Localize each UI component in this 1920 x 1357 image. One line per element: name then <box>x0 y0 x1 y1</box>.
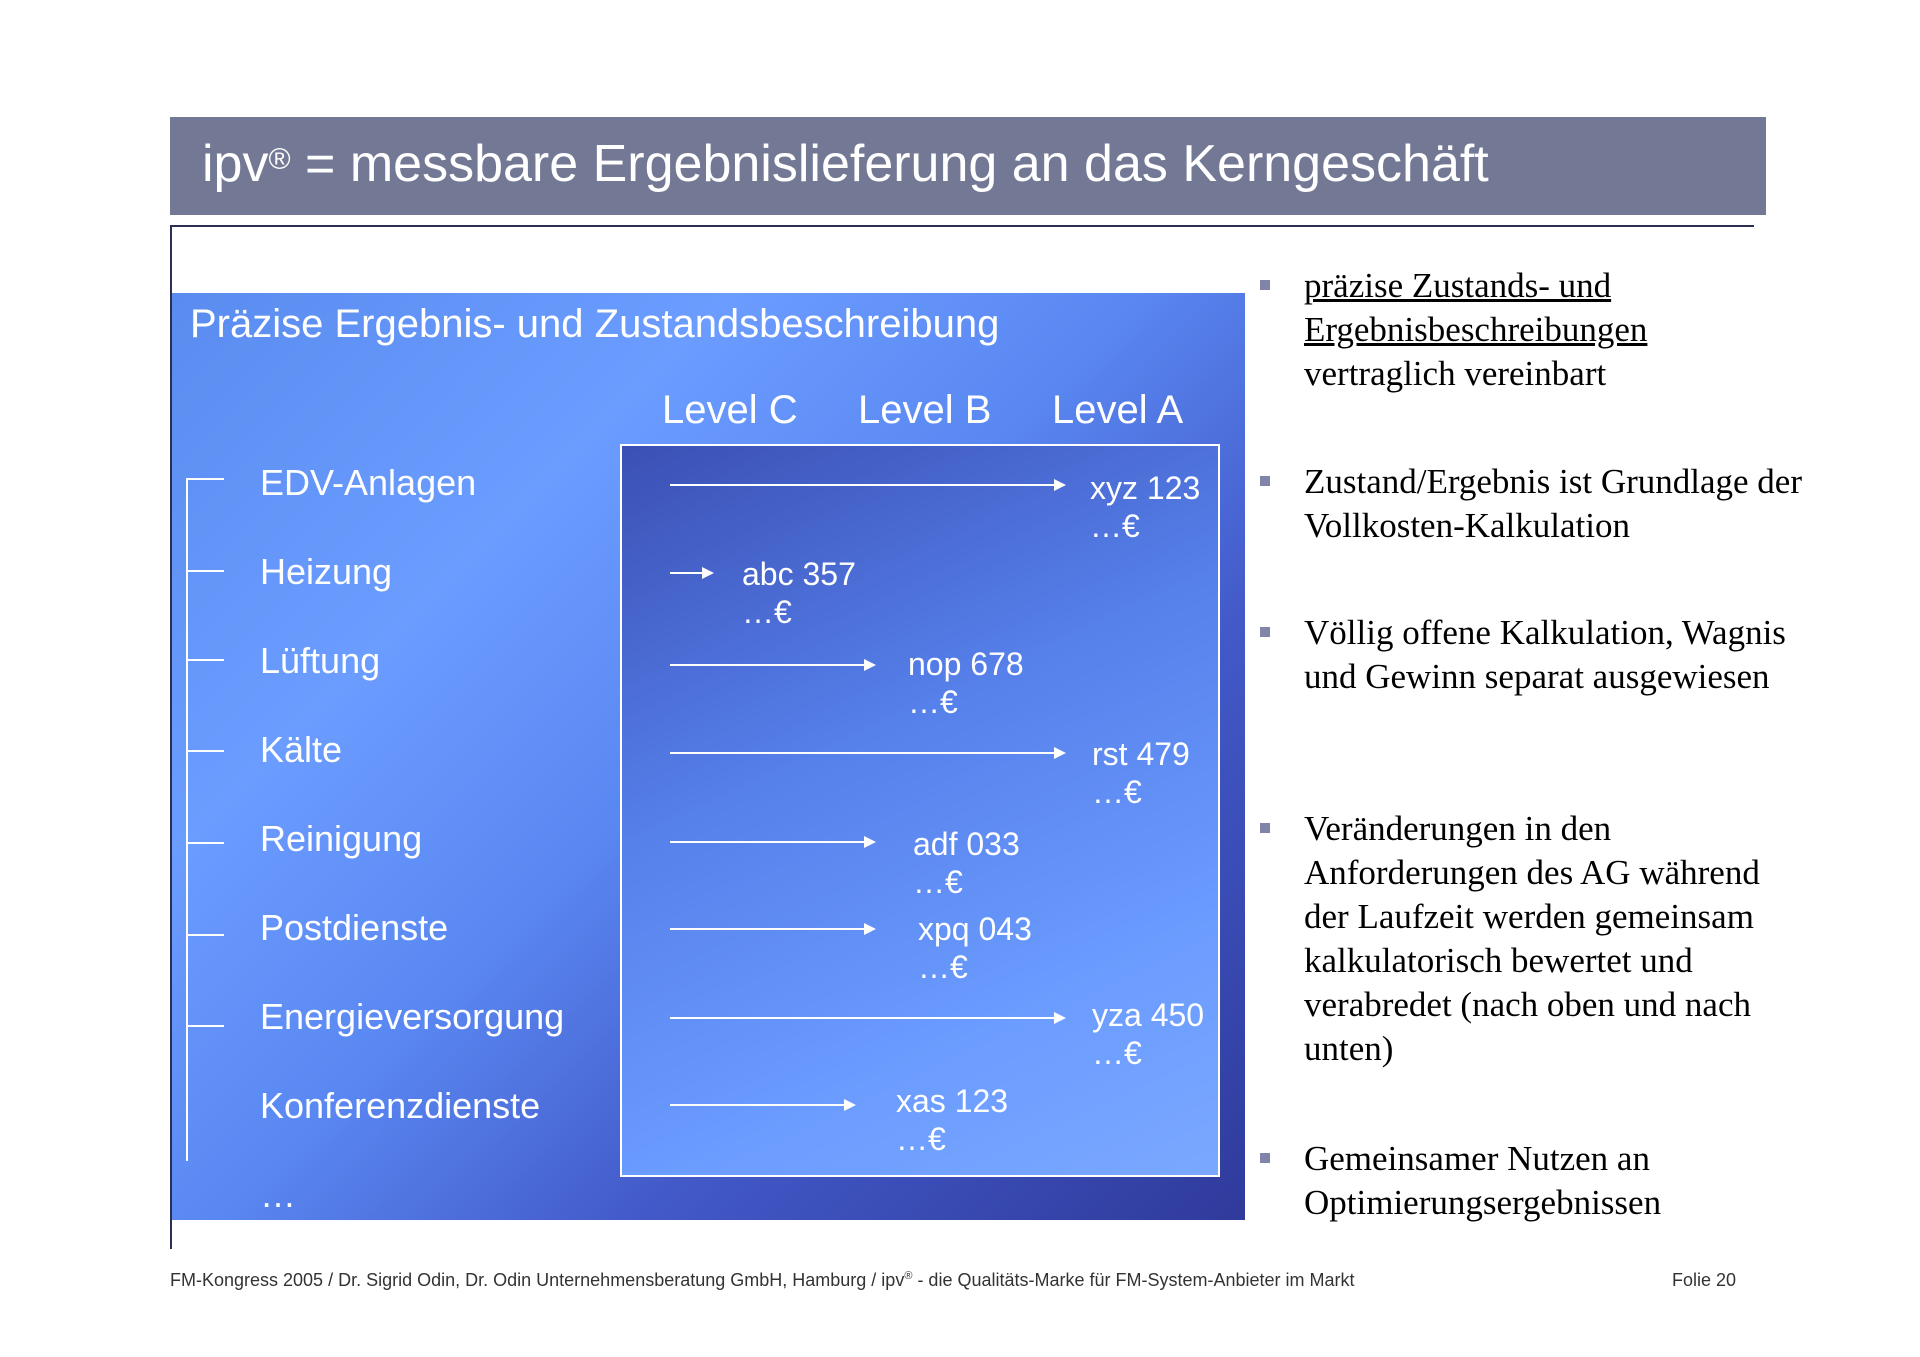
category-kaelte: Kälte <box>260 729 343 770</box>
level-arrow <box>670 484 1064 486</box>
slide-title <box>202 131 1489 197</box>
bullet-text: präzise Zustands- und Ergebnisbeschreibungen vertraglich vereinbart <box>1304 266 1648 393</box>
level-arrow <box>670 752 1064 754</box>
bullet-text: Zustand/Ergebnis ist Grundlage der Vollkosten-Kalkulation <box>1304 462 1802 545</box>
page-number: Folie 20 <box>1672 1270 1737 1290</box>
panel-title: Präzise Ergebnis- und Zustandsbeschreibung <box>190 302 1000 346</box>
bullet-marker <box>1260 1153 1270 1163</box>
level-a-label: Level A <box>1052 388 1184 432</box>
tree-tick <box>186 478 224 480</box>
frame-top-line <box>170 225 1754 227</box>
category-heizung: Heizung <box>260 551 393 592</box>
tree-vertical-line <box>186 478 188 1161</box>
title-main: ipv <box>202 135 269 193</box>
value-reinigung: adf 033 …€ <box>913 826 1020 900</box>
level-arrow <box>670 572 712 574</box>
level-arrow <box>670 1104 854 1106</box>
value-heizung: abc 357 …€ <box>742 556 856 630</box>
value-edv-anlagen: xyz 123 …€ <box>1090 470 1201 544</box>
value-energieversorgung: yza 450 …€ <box>1092 997 1205 1071</box>
category-lueftung: Lüftung <box>260 640 381 681</box>
value-kaelte: rst 479 …€ <box>1092 736 1190 810</box>
tree-tick <box>186 750 224 752</box>
footer-text: FM-Kongress 2005 / Dr. Sigrid Odin, Dr. Odin Unternehmensberatung GmbH, Hamburg / ipv® - die Qualitäts-Marke für FM-System-Anbieter im Markt <box>170 1270 1355 1290</box>
category-ellipsis: … <box>260 1174 296 1215</box>
tree-tick <box>186 659 224 661</box>
tree-tick <box>186 570 224 572</box>
bullet-text: Gemeinsamer Nutzen an Optimierungsergebnissen <box>1304 1139 1662 1222</box>
tree-tick <box>186 1025 224 1027</box>
bullet-text: Völlig offene Kalkulation, Wagnis und Gewinn separat ausgewiesen <box>1304 613 1786 696</box>
level-arrow <box>670 1017 1064 1019</box>
tree-tick <box>186 842 224 844</box>
category-postdienste: Postdienste <box>260 907 449 948</box>
slide-title-bar <box>170 117 1766 215</box>
level-arrow <box>670 928 874 930</box>
value-postdienste: xpq 043 …€ <box>918 911 1032 985</box>
tree-tick <box>186 934 224 936</box>
title-rest: = messbare Ergebnislieferung an das Kerngeschäft <box>290 135 1489 193</box>
title-reg-mark: ® <box>268 143 291 176</box>
category-konferenzdienste: Konferenzdienste <box>260 1085 541 1126</box>
level-c-label: Level C <box>662 388 798 432</box>
bullet-text: Veränderungen in den Anforderungen des AG während der Laufzeit werden gemeinsam kalkulatorisch bewertet und verabredet (nach oben und nach unten) <box>1304 809 1760 1068</box>
value-konferenzdienste: xas 123 …€ <box>896 1083 1009 1157</box>
level-arrow <box>670 841 874 843</box>
bullet-marker <box>1260 627 1270 637</box>
level-arrow <box>670 664 874 666</box>
bullet-marker <box>1260 280 1270 290</box>
value-lueftung: nop 678 …€ <box>908 646 1024 720</box>
category-reinigung: Reinigung <box>260 818 423 859</box>
bullet-marker <box>1260 476 1270 486</box>
level-b-label: Level B <box>858 388 992 432</box>
bullet-marker <box>1260 823 1270 833</box>
category-energieversorgung: Energieversorgung <box>260 996 565 1037</box>
category-edv-anlagen: EDV-Anlagen <box>260 462 477 503</box>
